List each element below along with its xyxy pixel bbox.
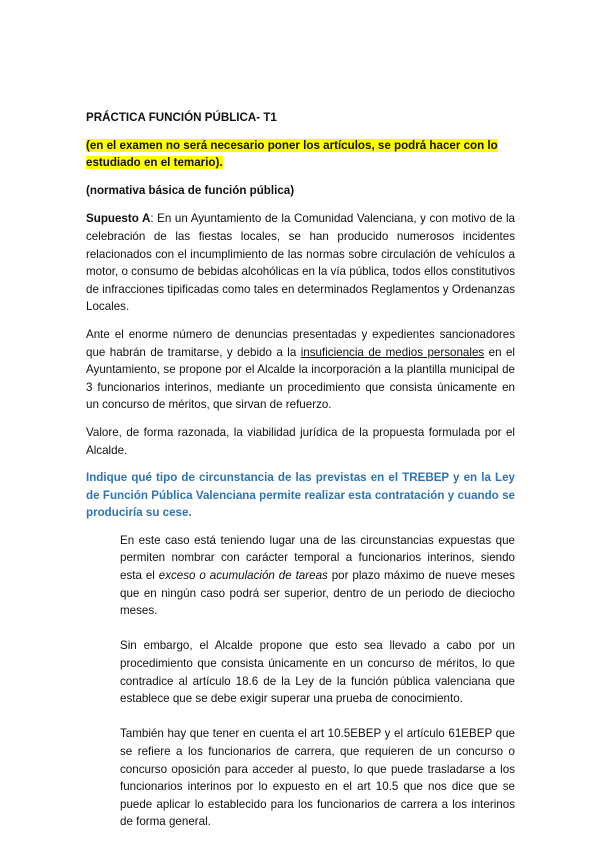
highlighted-note-text: (en el examen no será necesario poner los artículos, se podrá hacer con lo estudiado en el temario). xyxy=(86,138,498,170)
document-subtitle: (normativa básica de función pública) xyxy=(86,183,295,197)
answer1-italic-phrase: exceso o acumulación de tareas xyxy=(158,569,328,583)
case-label: Supuesto A xyxy=(86,212,151,226)
answer-paragraph-3: También hay que tener en cuenta el art 10.5EBEP y el artículo 61EBEP que se refiere a los funcionarios de carrera, que requieren de un concurso o concurso oposición para acceder al puesto, lo que puede trasladarse a los funcionarios interinos por lo expuesto en el art 10.5 que nos dice que se puede aplicar lo establecido para los funcionarios de carrera a los interinos de forma general. xyxy=(120,727,515,829)
proposal-paragraph xyxy=(86,326,515,414)
answer-paragraph-2: Sin embargo, el Alcalde propone que esto sea llevado a cabo por un procedimiento que consista únicamente en un concurso de méritos, lo que contradice al artículo 18.6 de la Ley de la función pública valenciana que establece que se debe exigir superar una prueba de conocimiento. xyxy=(120,639,515,706)
proposal-text-end: en el Ayuntamiento, se propone por el Alcalde la incorporación a la plantilla municipal de 3 funcionarios interinos, mediante un procedimiento que consista únicamente en un concurso de méritos, que sirvan de refuerzo. xyxy=(86,345,515,412)
question-heading: Indique qué tipo de circunstancia de las previstas en el TREBEP y en la Ley de Función Pública Valenciana permite realizar esta contratación y cuando se produciría su cese. xyxy=(86,471,515,520)
answer1-text-start: En este caso está teniendo lugar una de las circunstancias expuestas que permiten nombrar con carácter temporal a funcionarios interinos, siendo esta el xyxy=(120,533,515,583)
exam-note xyxy=(86,137,515,172)
answer1-text-end: por plazo máximo de nueve meses que en ningún caso podrá ser superior, dentro de un periodo de dieciocho meses. xyxy=(120,569,515,618)
proposal-text-start: Ante el enorme número de denuncias presentadas y expedientes sancionadores que habrán de tramitarse, y debido a la xyxy=(86,327,515,359)
answer-paragraph-1 xyxy=(86,532,515,620)
underlined-phrase: insuficiencia de medios personales xyxy=(300,345,485,359)
document-title: PRÁCTICA FUNCIÓN PÚBLICA- T1 xyxy=(86,111,277,124)
assessment-paragraph: Valore, de forma razonada, la viabilidad jurídica de la propuesta formulada por el Alcalde. xyxy=(86,425,515,457)
case-text: : En un Ayuntamiento de la Comunidad Valenciana, y con motivo de la celebración de las fiestas locales, se han producido numerosos incidentes relacionados con el incumplimiento de las normas sobre circulación de vehículos a motor, o consumo de bebidas alcohólicas en la vía pública, todos ellos constitutivos de infracciones tipificadas como tales en determinados Reglamentos y Ordenanzas Locales. xyxy=(86,212,515,314)
case-paragraph xyxy=(86,210,515,316)
